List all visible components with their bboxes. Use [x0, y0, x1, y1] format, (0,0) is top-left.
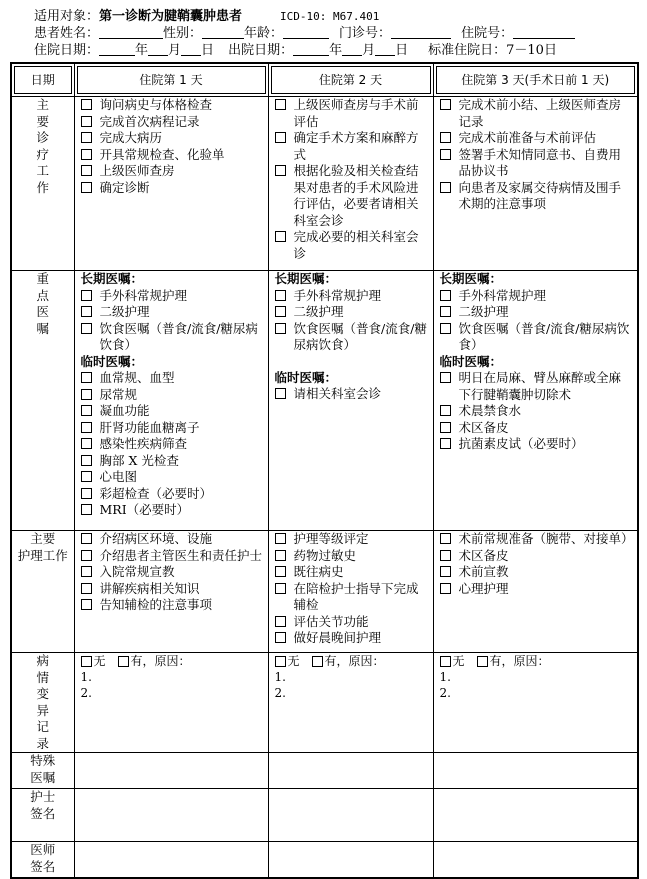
- checklist-item: [275, 130, 429, 163]
- row-label-nurse-signature: 护士 签名: [11, 789, 74, 842]
- checklist-item-text: 评估关节功能: [293, 613, 369, 629]
- checkbox[interactable]: [440, 132, 451, 143]
- has-variation-checkbox[interactable]: [312, 656, 323, 667]
- variation-options: [81, 653, 264, 669]
- row-label-nursing: 主要 护理工作: [11, 531, 74, 653]
- checklist-item-text: 术晨禁食水: [458, 403, 522, 418]
- sex-label: 性别：: [163, 26, 203, 41]
- checklist-item-text: 讲解疾病相关知识: [99, 580, 200, 596]
- checklist-item: [440, 97, 634, 130]
- checklist-item: [440, 321, 634, 354]
- checklist-item-text: 手外科常规护理: [293, 287, 382, 303]
- checklist-item-text: 确定手术方案和麻醉方式: [293, 130, 419, 162]
- reason-line-2[interactable]: 2.: [80, 686, 92, 700]
- row-nurse-signature: [11, 789, 638, 842]
- admit-year-blank[interactable]: [99, 43, 135, 56]
- nurse-signature-day3[interactable]: [433, 789, 638, 842]
- row-doctor-signature: [11, 842, 638, 878]
- checkbox[interactable]: [81, 306, 92, 317]
- nurse-signature-day2[interactable]: [268, 789, 433, 842]
- checkbox[interactable]: [440, 422, 451, 433]
- checklist-item-text: 确定诊断: [99, 179, 150, 195]
- checklist-item: [275, 548, 429, 565]
- checkbox[interactable]: [275, 165, 286, 176]
- standard-stay-label: 标准住院日：: [428, 43, 507, 58]
- checklist-item: [275, 564, 429, 581]
- checkbox[interactable]: [81, 182, 92, 193]
- key-orders-day1: [74, 271, 268, 531]
- checklist-item-text: 请相关科室会诊: [293, 386, 382, 401]
- checklist-item-text: 凝血功能: [99, 403, 150, 418]
- no-variation-checkbox[interactable]: [440, 656, 451, 667]
- checklist-item: [81, 370, 264, 387]
- checkbox[interactable]: [81, 405, 92, 416]
- checklist-item: [81, 436, 264, 453]
- header-line-2: [34, 26, 575, 41]
- row-main-work: [11, 97, 638, 271]
- variation-day2: [268, 653, 433, 753]
- checklist-item-text: 手外科常规护理: [99, 287, 188, 303]
- reason-line-1[interactable]: 1.: [80, 670, 92, 684]
- no-variation-checkbox[interactable]: [275, 656, 286, 667]
- checkbox[interactable]: [81, 488, 92, 499]
- header-line-3: [34, 43, 557, 58]
- checklist-item: [440, 564, 634, 581]
- age-label: 年龄：: [244, 26, 284, 41]
- checklist-item-text: 开具常规检查、化验单: [99, 146, 225, 162]
- nursing-day2: [268, 531, 433, 653]
- checklist-item-text: 药物过敏史: [293, 547, 357, 563]
- checkbox[interactable]: [81, 323, 92, 334]
- checkbox[interactable]: [440, 566, 451, 577]
- checklist-item: [275, 531, 429, 548]
- variation-day1: [74, 653, 268, 753]
- outpatient-blank[interactable]: [391, 26, 451, 39]
- checklist-item-text: 上级医师查房: [99, 163, 175, 178]
- checkbox[interactable]: [275, 632, 286, 643]
- discharge-year-blank[interactable]: [293, 43, 329, 56]
- checklist-item: [440, 581, 634, 598]
- year-unit: 年: [135, 43, 149, 58]
- checklist-item-text: 告知辅检的注意事项: [99, 597, 213, 612]
- standard-stay-value: 7－10日: [506, 43, 557, 58]
- checkbox[interactable]: [275, 566, 286, 577]
- day3-header: 住院第 3 天(手术日前 1 天): [433, 63, 638, 97]
- checklist-item-text: 手外科常规护理: [458, 287, 547, 303]
- checklist-item: [440, 288, 634, 305]
- checklist-item: [81, 502, 264, 519]
- checkbox[interactable]: [81, 389, 92, 400]
- checkbox[interactable]: [81, 422, 92, 433]
- checklist-item: [81, 548, 264, 565]
- checklist-item-text: 签署手术知情同意书、自费用品协议书: [458, 146, 622, 178]
- name-label: 患者姓名：: [34, 26, 100, 41]
- checklist-item-text: 感染性疾病筛查: [99, 436, 188, 451]
- nursing-day3: [433, 531, 638, 653]
- doctor-signature-day1[interactable]: [74, 842, 268, 878]
- variation-options: [275, 653, 429, 669]
- checklist-item: [440, 130, 634, 147]
- age-blank[interactable]: [283, 26, 329, 39]
- row-label-main-work: 主要诊疗工作: [11, 97, 74, 271]
- checklist-item: [81, 114, 264, 131]
- date-header: 日期: [11, 63, 74, 97]
- admit-day-blank[interactable]: [181, 43, 201, 56]
- checklist-item: [275, 630, 429, 647]
- checklist-item-text: 心理护理: [458, 580, 509, 596]
- checkbox[interactable]: [440, 438, 451, 449]
- checklist-item: [81, 163, 264, 180]
- checklist-item-text: 术前宣教: [458, 564, 509, 579]
- row-key-orders: [11, 271, 638, 531]
- spacer: [275, 354, 429, 370]
- checklist-item: [440, 180, 634, 213]
- checklist-item-text: 血常规、血型: [99, 370, 175, 385]
- checklist-item: [81, 531, 264, 548]
- name-blank[interactable]: [99, 26, 163, 39]
- checklist-item: [81, 387, 264, 404]
- checkbox[interactable]: [81, 455, 92, 466]
- checklist-item: [440, 420, 634, 437]
- reason-line-1[interactable]: 1.: [274, 670, 286, 684]
- checklist-item: [81, 597, 264, 614]
- day-unit: 日: [201, 43, 215, 58]
- admission-date-label: 住院日期：: [34, 43, 100, 58]
- checklist-item-text: 完成大病历: [99, 130, 163, 145]
- checkbox[interactable]: [275, 99, 286, 110]
- checklist-item: [81, 130, 264, 147]
- row-nursing: [11, 531, 638, 653]
- has-variation-checkbox[interactable]: [477, 656, 488, 667]
- variation-day3: [433, 653, 638, 753]
- main-work-day3: [433, 97, 638, 271]
- checklist-item-text: 饮食医嘱（普食/流食/糖尿病饮食）: [458, 320, 630, 352]
- checkbox[interactable]: [81, 116, 92, 127]
- checkbox[interactable]: [81, 372, 92, 383]
- discharge-date-label: 出院日期：: [228, 43, 294, 58]
- inpatient-label: 住院号：: [461, 26, 514, 41]
- checklist-item-text: 术区备皮: [458, 547, 509, 563]
- order-subheading: 长期医嘱：: [439, 271, 503, 286]
- checklist-item-text: 抗菌素皮试（必要时）: [458, 436, 584, 451]
- main-work-day2: [268, 97, 433, 271]
- row-special-orders: [11, 753, 638, 789]
- checklist-item-text: 完成术前准备与术前评估: [458, 130, 597, 145]
- day-unit-2: 日: [395, 43, 409, 58]
- checklist-item: [275, 304, 429, 321]
- checklist-item: [81, 469, 264, 486]
- sex-blank[interactable]: [202, 26, 244, 39]
- checklist-item: [275, 229, 429, 262]
- admit-month-blank[interactable]: [148, 43, 168, 56]
- applicable-value: 第一诊断为腱鞘囊肿患者: [99, 9, 243, 24]
- checklist-item-text: 完成必要的相关科室会诊: [293, 229, 419, 261]
- checkbox[interactable]: [440, 405, 451, 416]
- checklist-item-text: 术前常规准备（腕带、对接单）: [458, 531, 634, 546]
- checkbox[interactable]: [440, 323, 451, 334]
- nursing-day1: [74, 531, 268, 653]
- checklist-item-text: 饮食医嘱（普食/流食/糖尿病饮食）: [99, 320, 258, 352]
- checklist-item-text: 根据化验及相关检查结果对患者的手术风险进行评估，必要者请相关科室会诊: [293, 163, 419, 228]
- checklist-item-text: 完成术前小结、上级医师查房记录: [458, 97, 622, 129]
- discharge-day-blank[interactable]: [375, 43, 395, 56]
- checklist-item-text: 介绍病区环境、设施: [99, 531, 213, 546]
- checklist-item-text: 完成首次病程记录: [99, 113, 200, 129]
- checklist-item-text: 上级医师查房与手术前评估: [293, 97, 419, 129]
- icd-code: ICD-10: M67.401: [280, 10, 380, 23]
- reason-line-1[interactable]: 1.: [439, 670, 451, 684]
- checkbox[interactable]: [81, 471, 92, 482]
- checklist-item-text: 既往病史: [293, 564, 344, 579]
- checklist-item: [81, 581, 264, 598]
- no-variation-label: 无: [452, 654, 465, 668]
- no-variation-checkbox[interactable]: [81, 656, 92, 667]
- checklist-item: [275, 163, 429, 229]
- checklist-item: [275, 97, 429, 130]
- checklist-item-text: 介绍患者主管医生和责任护士: [99, 547, 263, 563]
- checklist-item: [275, 288, 429, 305]
- checkbox[interactable]: [81, 550, 92, 561]
- nurse-signature-day1[interactable]: [74, 789, 268, 842]
- header-line-1: [34, 9, 379, 24]
- checkbox[interactable]: [440, 583, 451, 594]
- special-orders-day3[interactable]: [433, 753, 638, 789]
- checklist-item: [275, 321, 429, 354]
- order-subheading: 临时医嘱：: [80, 353, 144, 369]
- discharge-month-blank[interactable]: [342, 43, 362, 56]
- checkbox[interactable]: [81, 290, 92, 301]
- order-subheading: 长期医嘱：: [80, 271, 144, 286]
- checkbox[interactable]: [81, 99, 92, 110]
- checklist-item-text: MRI（必要时）: [99, 502, 190, 517]
- variation-options: [440, 653, 634, 669]
- no-variation-label: 无: [93, 654, 106, 668]
- checklist-item-text: 彩超检查（必要时）: [99, 485, 213, 501]
- checklist-item-text: 二级护理: [458, 304, 509, 319]
- row-label-doctor-signature: 医师 签名: [11, 842, 74, 878]
- checkbox[interactable]: [275, 583, 286, 594]
- checklist-item: [440, 403, 634, 420]
- checklist-item: [440, 531, 634, 548]
- checkbox[interactable]: [81, 583, 92, 594]
- checklist-item-text: 肝肾功能血糖离子: [99, 419, 200, 435]
- row-label-special-orders: 特殊 医嘱: [11, 753, 74, 789]
- checkbox[interactable]: [81, 566, 92, 577]
- checklist-item: [275, 386, 429, 403]
- checkbox[interactable]: [81, 132, 92, 143]
- checkbox[interactable]: [275, 290, 286, 301]
- checkbox[interactable]: [440, 149, 451, 160]
- checklist-item-text: 向患者及家属交待病情及围手术期的注意事项: [458, 179, 622, 211]
- checkbox[interactable]: [440, 533, 451, 544]
- checkbox[interactable]: [275, 132, 286, 143]
- outpatient-label: 门诊号：: [339, 26, 392, 41]
- key-orders-day2: [268, 271, 433, 531]
- has-variation-checkbox[interactable]: [118, 656, 129, 667]
- checklist-item-text: 尿常规: [99, 386, 138, 402]
- special-orders-day2[interactable]: [268, 753, 433, 789]
- checklist-item-text: 胸部 X 光检查: [99, 452, 179, 468]
- order-subheading: 临时医嘱：: [439, 353, 503, 369]
- day1-header: 住院第 1 天: [74, 63, 268, 97]
- checkbox[interactable]: [275, 306, 286, 317]
- checkbox[interactable]: [81, 533, 92, 544]
- checklist-item-text: 明日在局麻、臂丛麻醉或全麻下行腱鞘囊肿切除术: [458, 370, 622, 402]
- checklist-item-text: 做好晨晚间护理: [293, 630, 382, 645]
- checklist-item: [440, 304, 634, 321]
- month-unit-2: 月: [362, 43, 376, 58]
- main-work-day1: [74, 97, 268, 271]
- checklist-item: [81, 420, 264, 437]
- checklist-item: [275, 581, 429, 614]
- reason-line-2[interactable]: 2.: [439, 686, 451, 700]
- checkbox[interactable]: [440, 99, 451, 110]
- checklist-item: [81, 486, 264, 503]
- inpatient-blank[interactable]: [513, 26, 575, 39]
- checklist-item-text: 饮食医嘱（普食/流食/糖尿病饮食）: [293, 320, 427, 352]
- checkbox[interactable]: [440, 182, 451, 193]
- day2-header: 住院第 2 天: [268, 63, 433, 97]
- checklist-item: [81, 180, 264, 197]
- key-orders-day3: [433, 271, 638, 531]
- doctor-signature-day3[interactable]: [433, 842, 638, 878]
- checklist-item: [440, 436, 634, 453]
- checkbox[interactable]: [81, 438, 92, 449]
- checkbox[interactable]: [275, 323, 286, 334]
- checklist-item-text: 二级护理: [293, 304, 344, 319]
- checklist-item: [440, 147, 634, 180]
- checklist-item-text: 心电图: [99, 469, 138, 484]
- checklist-item-text: 护理等级评定: [293, 531, 369, 546]
- checkbox[interactable]: [275, 533, 286, 544]
- checkbox[interactable]: [81, 599, 92, 610]
- checklist-item: [440, 548, 634, 565]
- year-unit-2: 年: [329, 43, 343, 58]
- checkbox[interactable]: [440, 550, 451, 561]
- reason-line-2[interactable]: 2.: [274, 686, 286, 700]
- has-variation-label: 有，原因：: [489, 654, 550, 668]
- checkbox[interactable]: [275, 616, 286, 627]
- order-subheading: 临时医嘱：: [274, 369, 338, 385]
- checkbox[interactable]: [275, 550, 286, 561]
- row-label-variation: 病情变异记录: [11, 653, 74, 753]
- applicable-label: 适用对象：: [34, 9, 100, 24]
- checklist-item-text: 询问病史与体格检查: [99, 97, 213, 112]
- pathway-table: [10, 62, 639, 879]
- has-variation-label: 有，原因：: [324, 654, 385, 668]
- checkbox[interactable]: [440, 306, 451, 317]
- row-variation: [11, 653, 638, 753]
- table-header-row: [11, 63, 638, 97]
- checkbox[interactable]: [440, 290, 451, 301]
- checkbox[interactable]: [440, 372, 451, 383]
- checklist-item: [81, 288, 264, 305]
- checklist-item: [81, 453, 264, 470]
- checklist-item: [440, 370, 634, 403]
- checklist-item: [81, 403, 264, 420]
- checklist-item: [275, 614, 429, 631]
- checkbox[interactable]: [275, 388, 286, 399]
- no-variation-label: 无: [287, 654, 300, 668]
- checklist-item-text: 入院常规宣教: [99, 564, 175, 579]
- doctor-signature-day2[interactable]: [268, 842, 433, 878]
- checklist-item: [81, 304, 264, 321]
- checklist-item: [81, 147, 264, 164]
- has-variation-label: 有，原因：: [130, 654, 191, 668]
- checklist-item: [81, 321, 264, 354]
- checklist-item-text: 在陪检护士指导下完成辅检: [293, 580, 419, 612]
- order-subheading: 长期医嘱：: [274, 271, 338, 286]
- checkbox[interactable]: [275, 231, 286, 242]
- checkbox[interactable]: [81, 149, 92, 160]
- checkbox[interactable]: [81, 504, 92, 515]
- checklist-item-text: 术区备皮: [458, 419, 509, 435]
- month-unit: 月: [168, 43, 182, 58]
- checklist-item: [81, 564, 264, 581]
- checkbox[interactable]: [81, 165, 92, 176]
- special-orders-day1[interactable]: [74, 753, 268, 789]
- row-label-key-orders: 重点医嘱: [11, 271, 74, 531]
- checklist-item: [81, 97, 264, 114]
- checklist-item-text: 二级护理: [99, 304, 150, 319]
